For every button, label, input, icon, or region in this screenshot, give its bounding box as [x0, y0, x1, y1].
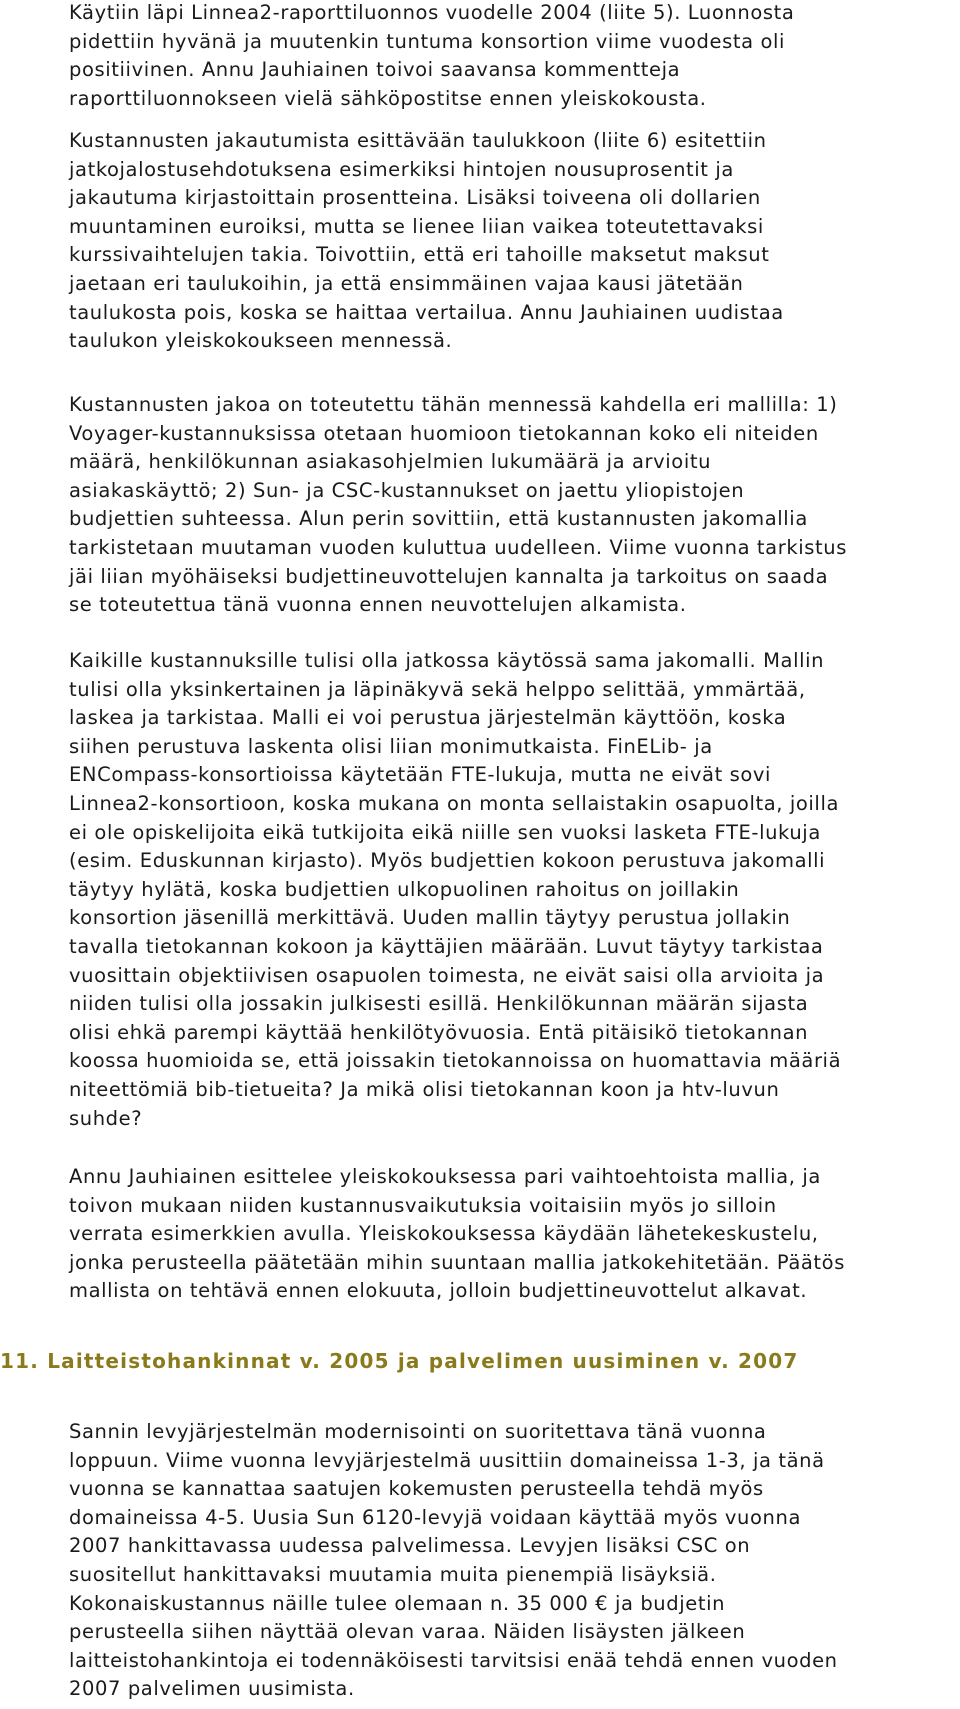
section-heading: 11. Laitteistohankinnat v. 2005 ja palvelimen uusiminen v. 2007 [0, 1349, 799, 1373]
paragraph-jakomalli: Kaikille kustannuksille tulisi olla jatkossa käytössä sama jakomalli. Mallin tulisi olla yksinkertainen ja läpinäkyvä sekä helppo selittää, ymmärtää, laskea ja tarkistaa. Malli ei voi perustua järjestelmän käyttöön, koska siihen perustuva laskenta olisi liian monimutkaista. FinELib- ja ENCompass-konsortioissa käytetään FTE-lukuja, mutta ne eivät sovi Linnea2-konsortioon, koska mukana on monta sellaistakin osapuolta, joilla ei ole opiskelijoita eikä tutkijoita eikä niille sen vuoksi lasketa FTE-lukuja (esim. Eduskunnan kirjasto). Myös budjettien kokoon perustuva jakomalli täytyy hylätä, koska budjettien ulkopuolinen rahoitus on joillakin konsortion jäsenillä merkittävä. Uuden mallin täytyy perustua jollakin tavalla tietokannan kokoon ja käyttäjien määrään. Luvut täytyy tarkistaa vuosittain objektiivisen osapuolen toimesta, ne eivät saisi olla arvioita ja niiden tulisi olla jossakin julkisesti esillä. Henkilökunnan määrän sijasta olisi ehkä parempi käyttää henkilötyövuosia. Entä pitäisikö tietokannan koossa huomioida se, että joissakin tietokannoissa on huomattavia määriä niteettömiä bib-tietueita? Ja mikä olisi tietokannan koon ja htv-luvun suhde? [69, 649, 842, 1130]
paragraph-kustannusten-jako: Kustannusten jakoa on toteutettu tähän mennessä kahdella eri mallilla: 1) Voyager-kustannuksissa otetaan huomioon tietokannan koko eli niteiden määrä, henkilökunnan asiakasohjelmien lukumäärä ja arvioitu asiakaskäyttö; 2) Sun- ja CSC-kustannukset on jaettu yliopistojen budjettien suhteessa. Alun perin sovittiin, että kustannusten jakomallia tarkistetaan muutaman vuoden kuluttua uudelleen. Viime vuonna tarkistus jäi liian myöhäiseksi budjettineuvottelujen kannalta ja tarkoitus on saada se toteutettua tänä vuonna ennen neuvottelujen alkamista. [69, 393, 847, 617]
paragraph-yleiskokous: Annu Jauhiainen esittelee yleiskokouksessa pari vaihtoehtoista mallia, ja toivon mukaan niiden kustannusvaikutuksia voitaisiin myös jo silloin verrata esimerkkien avulla. Yleiskokouksessa käydään lähetekeskustelu, jonka perusteella päätetään mihin suuntaan mallia jatkokehitetään. Päätös mallista on tehtävä ennen elokuuta, jolloin budjettineuvottelut alkavat. [69, 1165, 845, 1303]
paragraph-levyjarjestelma: Sannin levyjärjestelmän modernisointi on suoritettava tänä vuonna loppuun. Viime vuonna levyjärjestelmä uusittiin domaineissa 1-3, ja tänä vuonna se kannattaa saatujen kokemusten perusteella tehdä myös domaineissa 4-5. Uusia Sun 6120-levyjä voidaan käyttää myös vuonna 2007 hankittavassa uudessa palvelimessa. Levyjen lisäksi CSC on suositellut hankittavaksi muutamia muita pienempiä lisäyksiä. Kokonaiskustannus näille tulee olemaan n. 35 000 € ja budjetin perusteella siihen näyttää olevan varaa. Näiden lisäysten jälkeen laitteistohankintoja ei todennäköisesti tarvitsisi enää tehdä ennen vuoden 2007 palvelimen uusimista. [69, 1420, 838, 1701]
paragraph-raporttiluonnos: Käytiin läpi Linnea2-raporttiluonnos vuodelle 2004 (liite 5). Luonnosta pidettiin hyvänä ja muutenkin tuntuma konsortion viime vuodesta oli positiivinen. Annu Jauhiainen toivoi saavansa kommentteja raporttiluonnokseen vielä sähköpostitse ennen yleiskokousta. [69, 1, 795, 110]
paragraph-taulukko: Kustannusten jakautumista esittävään taulukkoon (liite 6) esitettiin jatkojalostusehdotuksena esimerkiksi hintojen nousuprosentit ja jakautuma kirjastoittain prosentteina. Lisäksi toiveena oli dollarien muuntaminen euroiksi, mutta se lienee liian vaikea toteutettavaksi kurssivaihtelujen takia. Toivottiin, että eri tahoille maksetut maksut jaetaan eri taulukoihin, ja että ensimmäinen vajaa kausi jätetään taulukosta pois, koska se haittaa vertailua. Annu Jauhiainen uudistaa taulukon yleiskokoukseen mennessä. [69, 129, 784, 353]
